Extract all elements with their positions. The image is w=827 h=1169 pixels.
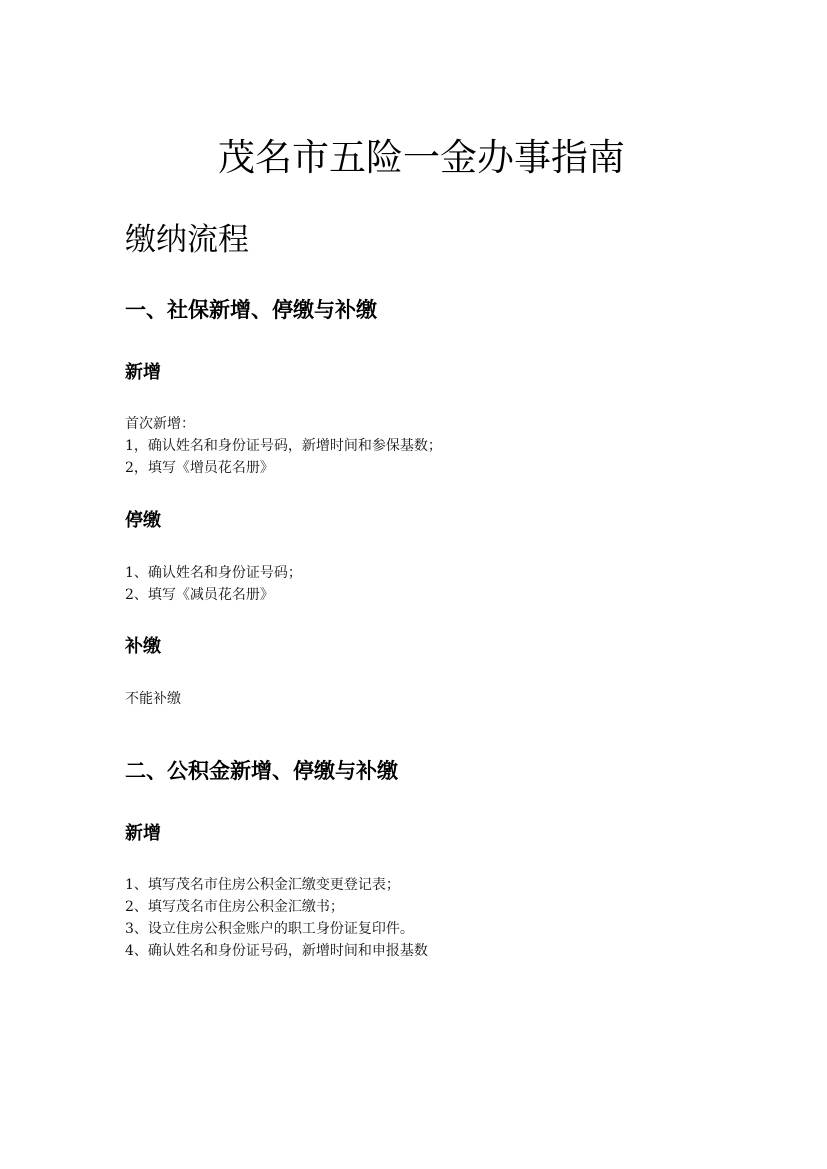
section2-add-title: 新增 [125, 823, 161, 844]
section2-add-line: 4、确认姓名和身份证号码，新增时间和申报基数 [125, 943, 428, 959]
section1-add-line: 首次新增： [125, 416, 195, 432]
section1-supplement-list [125, 688, 725, 710]
section1-stop-line: 2、填写《减员花名册》 [125, 587, 274, 603]
section1-add-line: 2，填写《增员花名册》 [125, 460, 274, 476]
section2-add-line: 3、设立住房公积金账户的职工身份证复印件。 [125, 921, 414, 937]
section1-supplement-line: 不能补缴 [125, 691, 181, 707]
section1-add-list [125, 413, 725, 479]
section1-stop-list [125, 562, 725, 606]
section1-add-title: 新增 [125, 362, 161, 383]
section2-title: 二、公积金新增、停缴与补缴 [125, 759, 398, 783]
section1-stop-title: 停缴 [125, 510, 161, 531]
section1-supplement-title: 补缴 [125, 636, 161, 657]
section2-add-line: 2、填写茂名市住房公积金汇缴书； [125, 899, 344, 915]
section2-add-list [125, 874, 725, 962]
section1-stop-line: 1、确认姓名和身份证号码； [125, 565, 302, 581]
section1-title: 一、社保新增、停缴与补缴 [125, 298, 377, 322]
main-heading: 缴纳流程 [125, 222, 249, 258]
document-title: 茂名市五险一金办事指南 [218, 136, 625, 179]
section2-add-line: 1、填写茂名市住房公积金汇缴变更登记表； [125, 877, 400, 893]
section1-add-line: 1，确认姓名和身份证号码，新增时间和参保基数； [125, 438, 442, 454]
